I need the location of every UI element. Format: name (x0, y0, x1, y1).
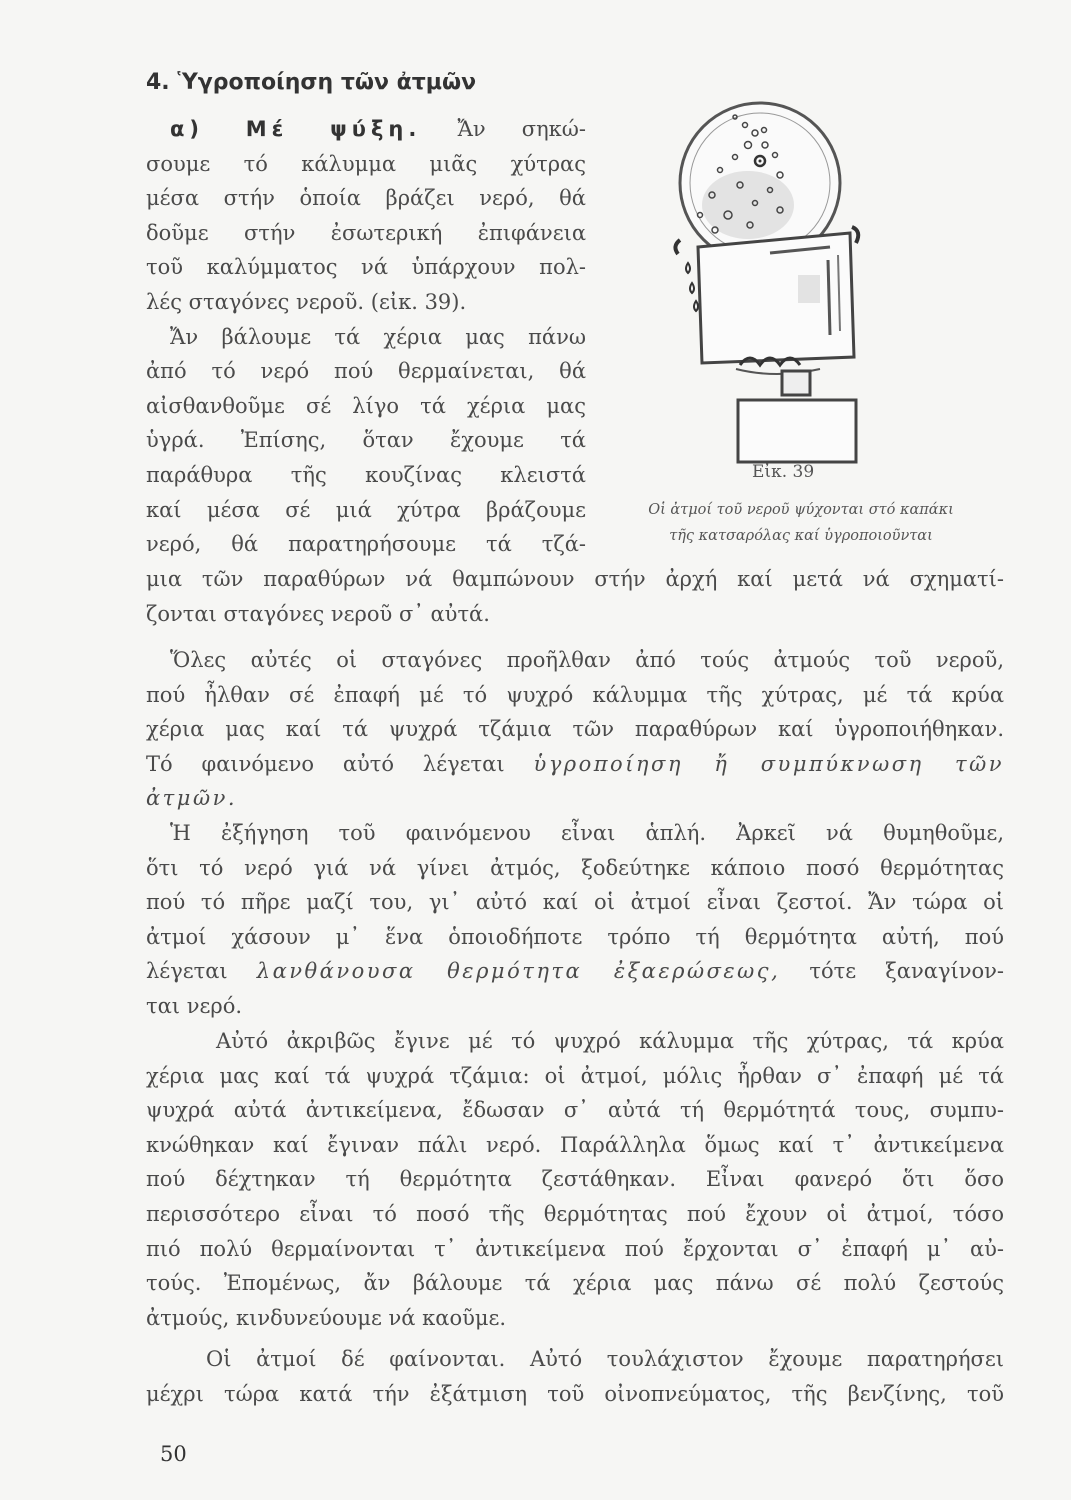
paragraph-line: ἀπό τό νερό πού θερμαίνεται, θά (146, 359, 586, 384)
figure-label: Εἰκ. 39 (752, 462, 815, 482)
paragraph-line: περισσότερο εἶναι τό ποσό τῆς θερμότητας πού ἔχουν οἱ ἀτμοί, τόσο (146, 1201, 1004, 1226)
paragraph-line: πού ἦλθαν σέ ἐπαφή μέ τό ψυχρό κάλυμμα τῆς χύτρας, μέ τά κρύα (146, 682, 1004, 707)
paragraph-text: τότε ξαναγίνον- (809, 959, 1004, 984)
key-term: λανθάνουσα θερμότητα ἐξαερώσεως, (256, 959, 781, 984)
paragraph-line: πού δέχτηκαν τή θερμότητα ζεστάθηκαν. Εἶναι φανερό ὅτι ὅσο (146, 1167, 1004, 1192)
paragraph-text: Τό φαινόμενο αὐτό λέγεται (146, 751, 505, 776)
paragraph-line: πιό πολύ θερμαίνονται τ᾽ ἀντικείμενα πού ἔρχονται σ᾽ ἐπαφή μ᾽ αὐ- (146, 1236, 1004, 1261)
paragraph-text: Ἄν σηκώ- (457, 117, 586, 141)
paragraph-line: παράθυρα τῆς κουζίνας κλειστά (146, 462, 586, 487)
paragraph-line: μέσα στήν ὁποία βράζει νερό, θά (146, 186, 586, 211)
paragraph-line: Ὅλες αὐτές οἱ σταγόνες προῆλθαν ἀπό τούς ἀτμούς τοῦ νεροῦ, (170, 648, 1004, 672)
paragraph-line: Οἱ ἀτμοί δέ φαίνονται. Αὐτό τουλάχιστον ἔχουμε παρατηρήσει (206, 1347, 1004, 1371)
paragraph-line: χέρια μας καί τά ψυχρά τζάμια τῶν παραθύρων καί ὑγροποιήθηκαν. (146, 717, 1004, 742)
caption-line: Οἱ ἀτμοί τοῦ νεροῦ ψύχονται στό καπάκι (648, 502, 954, 518)
paragraph-line: ἀτμοί χάσουν μ᾽ ἕνα ὁποιοδήποτε τρόπο τή θερμότητα αὐτή, πού (146, 924, 1004, 949)
paragraph-line: κνώθηκαν καί ἔγιναν πάλι νερό. Παράλληλα ὅμως καί τ᾽ ἀντικείμενα (146, 1132, 1004, 1157)
paragraph-line (146, 112, 586, 147)
paragraph-line: καί μέσα σέ μιά χύτρα βράζουμε (146, 497, 586, 522)
paragraph-line: Αὐτό ἀκριβῶς ἔγινε μέ τό ψυχρό κάλυμμα τῆς χύτρας, τά κρύα (216, 1029, 1004, 1053)
paragraph-line: ὑγρά. Ἐπίσης, ὅταν ἔχουμε τά (146, 428, 586, 453)
key-term: ὑγροποίηση ἤ συμπύκνωση τῶν (533, 751, 1004, 776)
paragraph-line: χέρια μας καί τά ψυχρά τζάμια: οἱ ἀτμοί, μόλις ἦρθαν σ᾽ ἐπαφή μέ τά (146, 1063, 1004, 1088)
paragraph-line: τούς. Ἐπομένως, ἄν βάλουμε τά χέρια μας πάνω σέ πολύ ζεστούς (146, 1271, 1004, 1296)
paragraph-line: Ἄν βάλουμε τά χέρια μας πάνω (170, 324, 586, 349)
paragraph (146, 1024, 1004, 1335)
paragraph-line: ται νερό. (146, 993, 243, 1018)
paragraph-line: Ἡ ἐξήγηση τοῦ φαινόμενου εἶναι ἁπλή. Ἀρκεῖ νά θυμηθοῦμε, (170, 821, 1004, 845)
intro-column (146, 112, 586, 562)
paragraph-line (146, 781, 1004, 816)
caption-line: τῆς κατσαρόλας καί ὑγροποιοῦνται (669, 528, 933, 544)
paragraph-text: λέγεται (146, 959, 228, 984)
section-title: 4. Ὑγροποίηση τῶν ἀτμῶν (146, 70, 477, 95)
figure-caption (596, 497, 1006, 549)
paragraph-line (146, 747, 1004, 782)
paragraph-line (146, 954, 1004, 989)
paragraph-line: ὅτι τό νερό γιά νά γίνει ἀτμός, ξοδεύτηκε κάποιο ποσό θερμότητας (146, 855, 1004, 880)
paragraph-line: ἀτμούς, κινδυνεύουμε νά καοῦμε. (146, 1305, 507, 1330)
paragraph (146, 816, 1004, 1024)
paragraph (146, 1342, 1004, 1411)
pot-lid-illustration (640, 95, 870, 475)
paragraph-line: αἰσθανθοῦμε σέ λίγο τά χέρια μας (146, 393, 586, 418)
paragraph-line: πού τό πῆρε μαζί του, γι᾽ αὐτό καί οἱ ἀτμοί εἶναι ζεστοί. Ἄν τώρα οἱ (146, 890, 1004, 915)
paragraph-line: ψυχρά αὐτά ἀντικείμενα, ἔδωσαν σ᾽ αὐτά τή θερμότητά τους, συμπυ- (146, 1098, 1004, 1123)
paragraph-line: δοῦμε στήν ἐσωτερική ἐπιφάνεια (146, 220, 586, 245)
paragraph (146, 643, 1004, 816)
paragraph-line: μια τῶν παραθύρων νά θαμπώνουν στήν ἀρχή καί μετά νά σχηματί- (146, 567, 1004, 591)
paragraph-line: τοῦ καλύμματος νά ὑπάρχουν πολ- (146, 255, 586, 280)
paragraph-line: μέχρι τώρα κατά τήν ἐξάτμιση τοῦ οἰνοπνεύματος, τῆς βενζίνης, τοῦ (146, 1381, 1004, 1406)
paragraph-line: λές σταγόνες νεροῦ. (εἰκ. 39). (146, 289, 467, 314)
paragraph-line: σουμε τό κάλυμμα μιᾶς χύτρας (146, 151, 586, 176)
paragraph-line: νερό, θά παρατηρήσουμε τά τζά- (146, 532, 586, 557)
paragraph-line: ζονται σταγόνες νεροῦ σ᾽ αὐτά. (146, 601, 490, 626)
paragraph-continuation (146, 562, 1004, 631)
subsection-label: α) Μέ ψύξη. (170, 117, 422, 141)
key-term: ἀτμῶν. (146, 786, 238, 811)
page-number: 50 (160, 1442, 187, 1466)
